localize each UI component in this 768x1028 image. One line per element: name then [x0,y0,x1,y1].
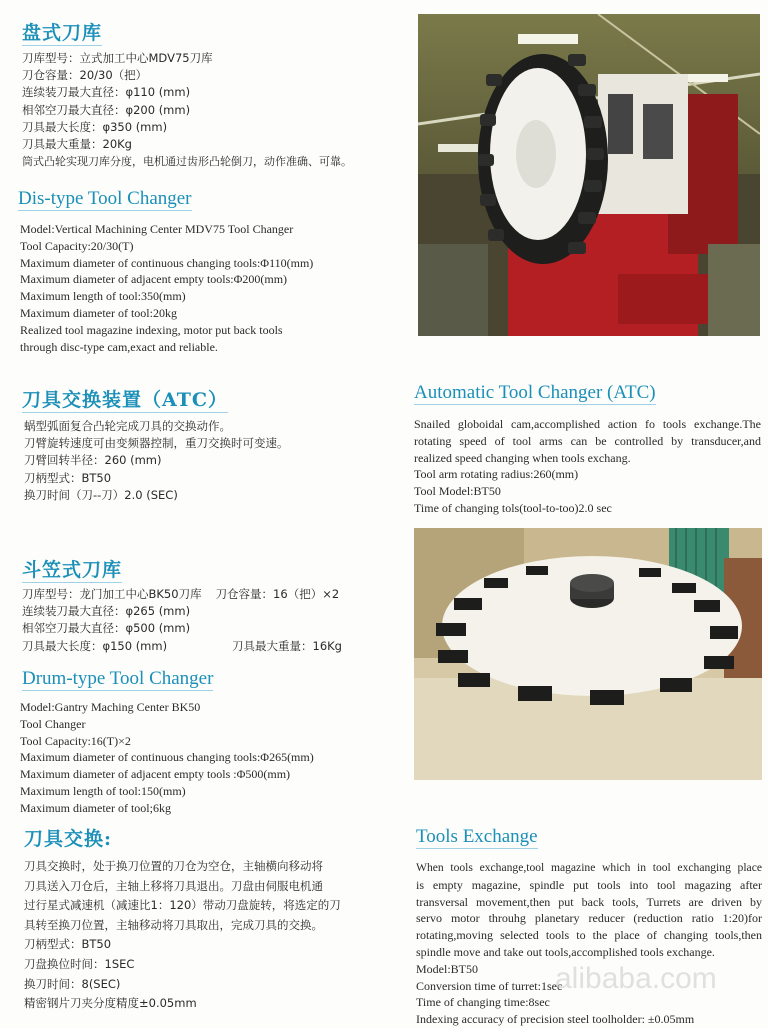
spec-line: 刀臂回转半径：260 (mm) [24,453,162,468]
spec-line: Model:Gantry Maching Center BK50 [20,700,201,714]
spec-line: 连续装刀最大直径：φ110 (mm) [22,85,191,100]
spec-line: 相邻空刀最大直径：φ200 (mm) [22,102,191,117]
spec-line: rotating speed of tool arms can be controlled by transducer,and [414,433,761,448]
spec-line: Maximum length of tool:350(mm) [20,289,186,304]
spec-line: 刀柄型式：BT50 [24,470,112,485]
spec-line: Maximum diameter of adjacent empty tools:Φ200(mm) [20,272,288,287]
spec-line: 刀仓容量：20/30（把） [22,68,148,83]
spec-line: spindle move and take out tools,accomplished tools exchange. [416,944,715,959]
spec-line [22,603,342,620]
disc-specs-cn [22,50,352,170]
spec-line: 换刀时间（刀--刀）2.0 (SEC) [24,487,178,502]
spec-line [22,586,342,603]
spec-line: rotating,moving selected tools to the place of changing tools,then [416,928,762,943]
spec-line: 蜗型弧面复合凸轮完成刀具的交换动作。 [24,419,231,433]
drum-specs-cn [22,586,342,655]
atc-specs-en [414,416,761,517]
spec-cell: 连续装刀最大直径：φ265 (mm) [22,604,191,619]
spec-line: When tools exchange,tool magazine which in tool exchanging place [416,861,762,874]
exchange-title-cn: 刀具交换: [24,828,113,850]
spec-line: Model:BT50 [416,961,478,976]
spec-line: transversal movement,then put back tools, Turrets are driven by [416,894,762,909]
spec-line: Maximum diameter of adjacent empty tools :Φ500(mm) [20,767,291,782]
spec-line: through disc-type cam,exact and reliable. [20,339,218,354]
spec-line: Maximum diameter of tool:20kg [20,305,177,320]
drum-title-cn: 斗笠式刀库 [22,559,123,581]
spec-line [22,638,342,655]
spec-line: 刀盘换位时间：1SEC [24,956,135,971]
spec-cell: 相邻空刀最大直径：φ500 (mm) [22,621,191,636]
spec-line: Snailed globoidal cam,accomplished action fo tools exchange.The [414,417,761,431]
disc-title-cn: 盘式刀库 [22,22,103,44]
spec-line: 换刀时间：8(SEC) [24,976,121,991]
atc-title-en: Automatic Tool Changer (ATC) [414,382,656,403]
spec-cell: 刀库型号：龙门加工中心BK50刀库 [22,587,202,601]
spec-line: 刀柄型式：BT50 [24,937,112,952]
spec-cell: 刀具最大重量：16Kg [232,638,342,653]
disc-magazine-photo [418,14,760,336]
spec-line [22,620,342,637]
atc-title-cn: 刀具交换装置（ATC） [22,389,228,411]
spec-line: 刀具交换时，处于换刀位置的刀仓为空仓，主轴横向移动将 [24,859,323,873]
drum-title-en: Drum-type Tool Changer [22,668,214,689]
spec-line: 刀臂旋转速度可由变频器控制，重刀交换时可变速。 [24,436,289,451]
exchange-title-en: Tools Exchange [416,826,538,847]
exchange-specs-cn [24,857,374,1014]
spec-line: Conversion time of turret:1sec [416,978,563,993]
spec-line: Maximum diameter of continuous changing tools:Φ110(mm) [20,255,314,270]
spec-line: Tool arm rotating radius:260(mm) [414,467,579,482]
disc-specs-en [20,221,313,355]
spec-line: Maximum diameter of continuous changing tools:Φ265(mm) [20,750,314,765]
spec-line: Maximum diameter of tool;6kg [20,800,171,815]
drum-specs-en [20,699,314,817]
spec-line: 具转至换刀位置，主轴移动将刀具取出，完成刀具的交换。 [24,917,323,932]
spec-cell: 刀仓容量：16（把）×2 [215,587,340,601]
watermark: alibaba.com [555,962,717,995]
spec-line: Model:Vertical Machining Center MDV75 Tool Changer [20,222,294,236]
spec-line: 过行星式减速机（减速比1：120）带动刀盘旋转，将选定的刀 [24,898,341,913]
spec-line: is empty magazine, spindle put tools into tool magazing after [416,877,762,892]
exchange-specs-en [416,860,762,1028]
spec-line: servo motor throuhg planetary reducer (reduction ratio 1:20)for [416,911,762,926]
spec-line: Tool Capacity:16(T)×2 [20,733,131,748]
spec-line: 筒式凸轮实现刀库分度，电机通过齿形凸轮倒刀，动作准确、可靠。 [22,155,352,169]
spec-line: Indexing accuracy of precision steel toolholder: ±0.05mm [416,1012,695,1027]
spec-line: 精密钢片刀夹分度精度±0.05mm [24,996,197,1011]
disc-title-en: Dis-type Tool Changer [18,188,192,209]
spec-line: Realized tool magazine indexing, motor put back tools [20,322,283,337]
spec-line: Tool Model:BT50 [414,484,501,499]
spec-line: 刀具最大重量：20Kg [22,137,132,152]
drum-magazine-photo [414,528,762,780]
spec-line: Maximum length of tool:150(mm) [20,783,186,798]
spec-line: Tool Capacity:20/30(T) [20,238,134,253]
atc-specs-cn [24,418,289,504]
spec-line: Time of changing tols(tool-to-too)2.0 sec [414,500,612,515]
spec-line: 刀具送入刀仓后，主轴上移将刀具退出。刀盘由伺服电机通 [24,878,323,893]
spec-cell: 刀具最大长度：φ150 (mm) [22,638,168,653]
spec-line: Tool Changer [20,716,86,731]
spec-line: realized speed changing when tools exchang. [414,450,631,465]
spec-line: 刀具最大长度：φ350 (mm) [22,119,168,134]
spec-line: Time of changing time:8sec [416,995,550,1010]
spec-line: 刀库型号：立式加工中心MDV75刀库 [22,51,213,65]
